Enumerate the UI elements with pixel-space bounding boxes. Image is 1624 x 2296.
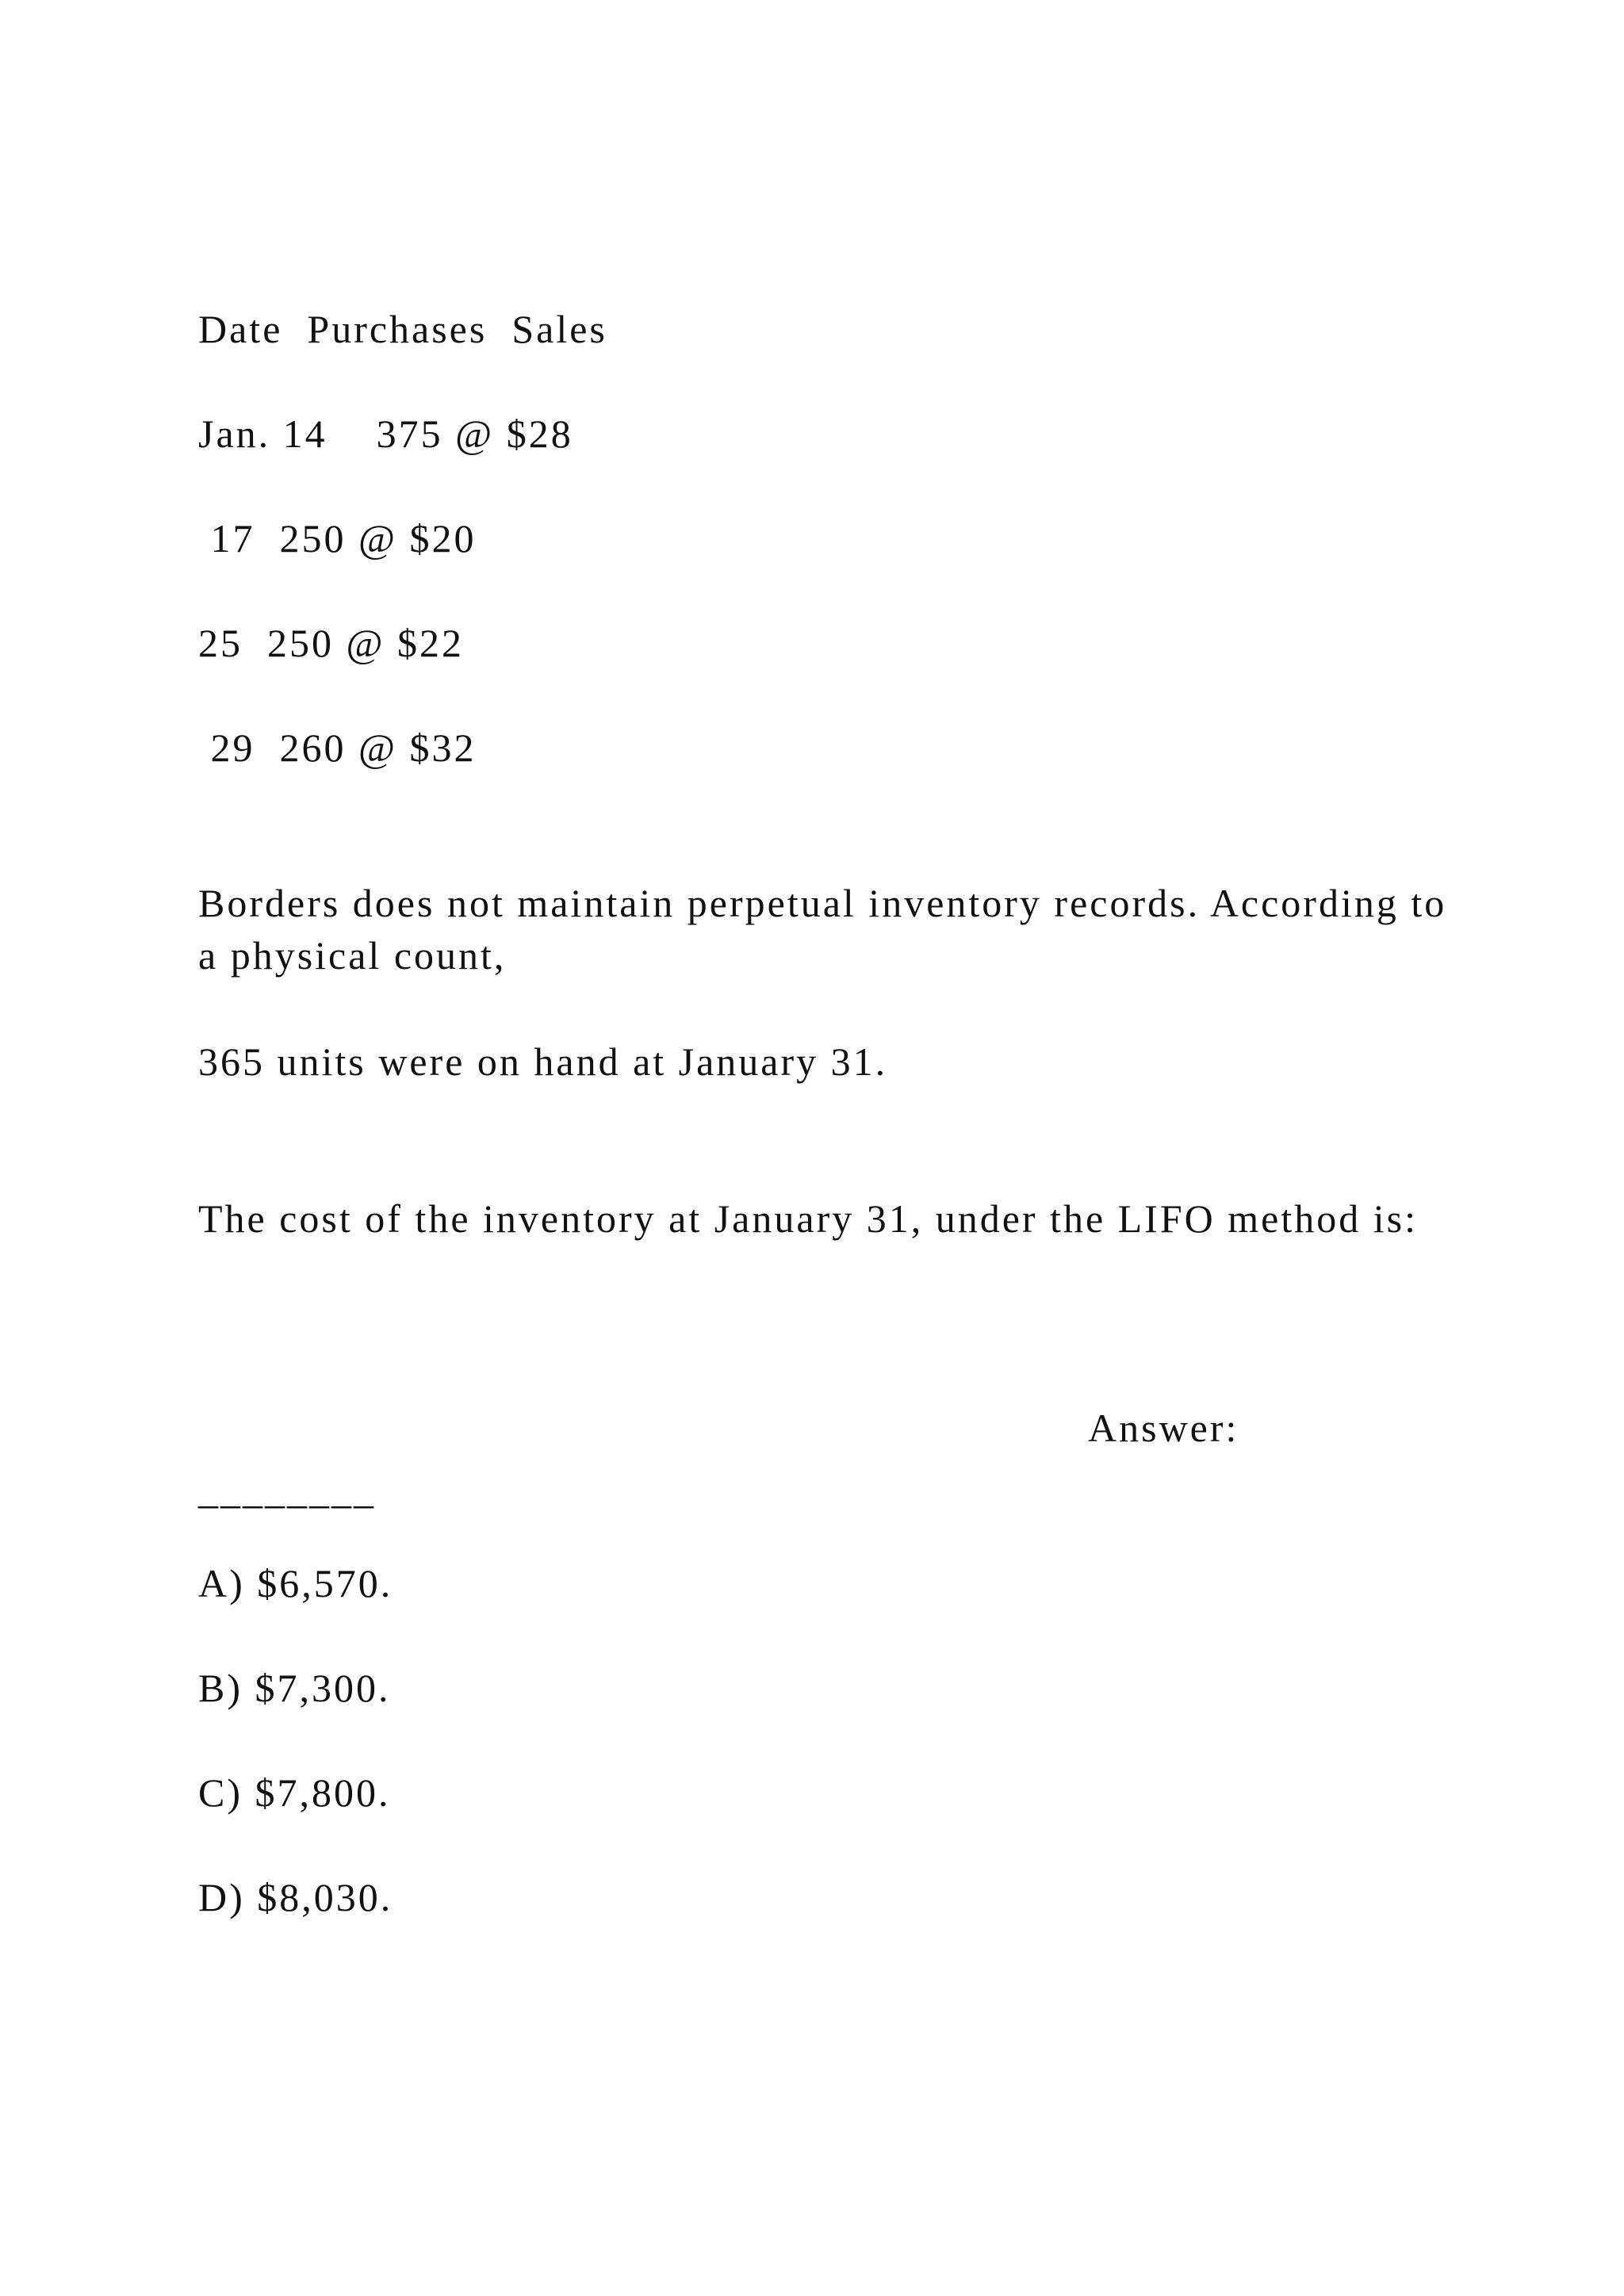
- paragraph-records: Borders does not maintain perpetual inventory records. According to a physical count,: [198, 881, 1447, 978]
- option-d: D) $8,030.: [198, 1875, 393, 1919]
- answer-blank: ________: [198, 1468, 376, 1512]
- paragraph-units: 365 units were on hand at January 31.: [198, 1039, 888, 1084]
- table-header: Date Purchases Sales: [198, 307, 607, 351]
- option-b: B) $7,300.: [198, 1666, 391, 1710]
- table-row: 25 250 @ $22: [198, 621, 465, 665]
- table-row: 17 250 @ $20: [198, 516, 477, 561]
- option-a: A) $6,570.: [198, 1561, 393, 1605]
- answer-label: Answer:: [1088, 1406, 1239, 1450]
- question-text: The cost of the inventory at January 31, under the LIFO method is:: [198, 1196, 1418, 1241]
- table-row: 29 260 @ $32: [198, 725, 477, 770]
- table-row: Jan. 14 375 @ $28: [198, 411, 573, 456]
- option-c: C) $7,800.: [198, 1770, 391, 1815]
